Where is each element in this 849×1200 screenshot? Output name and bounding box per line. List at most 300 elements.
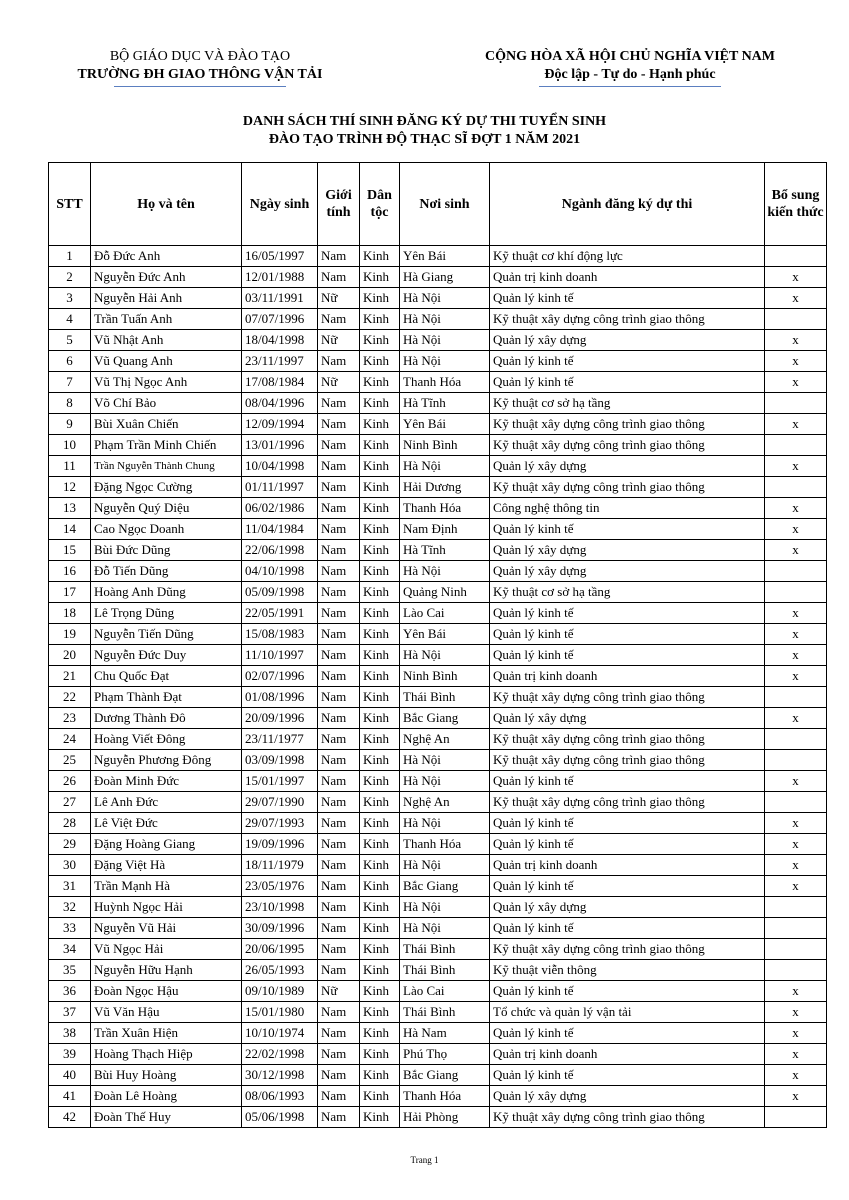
cell-birthplace: Hà Nội	[400, 351, 490, 372]
col-header-dob: Ngày sinh	[242, 163, 318, 246]
republic-name: CỘNG HÒA XÃ HỘI CHỦ NGHĨA VIỆT NAM	[484, 49, 775, 64]
cell-birthplace: Thanh Hóa	[400, 834, 490, 855]
cell-major: Công nghệ thông tin	[490, 498, 765, 519]
cell-supplement: x	[765, 1086, 827, 1107]
cell-gender: Nữ	[318, 981, 360, 1002]
cell-birthplace: Thái Bình	[400, 687, 490, 708]
cell-name: Phạm Trần Minh Chiến	[91, 435, 242, 456]
table-row	[49, 708, 827, 729]
cell-ethnicity: Kinh	[360, 288, 400, 309]
cell-name: Bùi Huy Hoàng	[91, 1065, 242, 1086]
cell-name: Vũ Thị Ngọc Anh	[91, 372, 242, 393]
title-line-2: ĐÀO TẠO TRÌNH ĐỘ THẠC SĨ ĐỢT 1 NĂM 2021	[268, 132, 581, 147]
cell-birthplace: Thái Bình	[400, 939, 490, 960]
cell-supplement	[765, 729, 827, 750]
cell-supplement: x	[765, 813, 827, 834]
table-header-row	[49, 163, 827, 246]
cell-gender: Nam	[318, 351, 360, 372]
cell-ethnicity: Kinh	[360, 1107, 400, 1128]
cell-major: Quản lý xây dựng	[490, 330, 765, 351]
cell-supplement	[765, 939, 827, 960]
cell-supplement: x	[765, 456, 827, 477]
cell-ethnicity: Kinh	[360, 960, 400, 981]
cell-gender: Nam	[318, 1023, 360, 1044]
candidate-table	[48, 162, 827, 1128]
cell-birthplace: Hà Giang	[400, 267, 490, 288]
cell-ethnicity: Kinh	[360, 897, 400, 918]
cell-ethnicity: Kinh	[360, 351, 400, 372]
cell-gender: Nam	[318, 435, 360, 456]
cell-stt: 20	[49, 645, 91, 666]
cell-major: Quản lý kinh tế	[490, 876, 765, 897]
cell-major: Kỹ thuật xây dựng công trình giao thông	[490, 687, 765, 708]
cell-gender: Nam	[318, 708, 360, 729]
cell-birthplace: Hà Nội	[400, 897, 490, 918]
cell-supplement: x	[765, 519, 827, 540]
cell-major: Kỹ thuật cơ sở hạ tầng	[490, 582, 765, 603]
cell-supplement	[765, 792, 827, 813]
cell-stt: 18	[49, 603, 91, 624]
cell-name: Trần Tuấn Anh	[91, 309, 242, 330]
cell-stt: 19	[49, 624, 91, 645]
cell-dob: 07/07/1996	[242, 309, 318, 330]
cell-ethnicity: Kinh	[360, 309, 400, 330]
cell-dob: 04/10/1998	[242, 561, 318, 582]
cell-dob: 03/11/1991	[242, 288, 318, 309]
cell-dob: 08/04/1996	[242, 393, 318, 414]
table-row	[49, 645, 827, 666]
cell-gender: Nam	[318, 645, 360, 666]
cell-gender: Nam	[318, 897, 360, 918]
cell-name: Nguyễn Phương Đông	[91, 750, 242, 771]
cell-major: Quản lý kinh tế	[490, 918, 765, 939]
cell-dob: 11/04/1984	[242, 519, 318, 540]
cell-supplement: x	[765, 645, 827, 666]
cell-supplement	[765, 582, 827, 603]
cell-birthplace: Lào Cai	[400, 981, 490, 1002]
cell-ethnicity: Kinh	[360, 519, 400, 540]
cell-birthplace: Hà Nội	[400, 855, 490, 876]
cell-gender: Nam	[318, 393, 360, 414]
cell-dob: 01/11/1997	[242, 477, 318, 498]
cell-gender: Nam	[318, 519, 360, 540]
cell-major: Quản lý kinh tế	[490, 603, 765, 624]
cell-gender: Nam	[318, 876, 360, 897]
cell-birthplace: Hà Nội	[400, 288, 490, 309]
cell-major: Quản lý kinh tế	[490, 813, 765, 834]
cell-ethnicity: Kinh	[360, 477, 400, 498]
cell-gender: Nam	[318, 561, 360, 582]
cell-major: Kỹ thuật xây dựng công trình giao thông	[490, 750, 765, 771]
cell-stt: 23	[49, 708, 91, 729]
cell-name: Đặng Hoàng Giang	[91, 834, 242, 855]
cell-ethnicity: Kinh	[360, 582, 400, 603]
cell-name: Nguyễn Quý Diệu	[91, 498, 242, 519]
cell-dob: 17/08/1984	[242, 372, 318, 393]
cell-name: Đoàn Thế Huy	[91, 1107, 242, 1128]
cell-stt: 26	[49, 771, 91, 792]
cell-ethnicity: Kinh	[360, 372, 400, 393]
cell-major: Kỹ thuật xây dựng công trình giao thông	[490, 1107, 765, 1128]
cell-supplement: x	[765, 855, 827, 876]
cell-stt: 7	[49, 372, 91, 393]
cell-birthplace: Hà Nội	[400, 771, 490, 792]
cell-dob: 11/10/1997	[242, 645, 318, 666]
col-header-ethnicity: Dân tộc	[360, 163, 400, 246]
cell-supplement	[765, 561, 827, 582]
cell-name: Võ Chí Bảo	[91, 393, 242, 414]
cell-ethnicity: Kinh	[360, 624, 400, 645]
cell-dob: 18/11/1979	[242, 855, 318, 876]
cell-ethnicity: Kinh	[360, 1086, 400, 1107]
cell-stt: 16	[49, 561, 91, 582]
cell-gender: Nam	[318, 603, 360, 624]
cell-birthplace: Ninh Bình	[400, 435, 490, 456]
cell-ethnicity: Kinh	[360, 729, 400, 750]
cell-supplement: x	[765, 666, 827, 687]
ministry-name: BỘ GIÁO DỤC VÀ ĐÀO TẠO	[109, 49, 291, 64]
cell-birthplace: Thái Bình	[400, 960, 490, 981]
cell-stt: 36	[49, 981, 91, 1002]
cell-ethnicity: Kinh	[360, 561, 400, 582]
cell-dob: 30/09/1996	[242, 918, 318, 939]
cell-birthplace: Hà Nội	[400, 918, 490, 939]
cell-ethnicity: Kinh	[360, 918, 400, 939]
cell-dob: 23/10/1998	[242, 897, 318, 918]
cell-gender: Nam	[318, 960, 360, 981]
cell-ethnicity: Kinh	[360, 456, 400, 477]
table-row	[49, 939, 827, 960]
cell-gender: Nam	[318, 477, 360, 498]
cell-stt: 38	[49, 1023, 91, 1044]
cell-ethnicity: Kinh	[360, 687, 400, 708]
cell-supplement: x	[765, 498, 827, 519]
cell-ethnicity: Kinh	[360, 393, 400, 414]
cell-ethnicity: Kinh	[360, 876, 400, 897]
cell-name: Dương Thành Đô	[91, 708, 242, 729]
col-header-stt: STT	[49, 163, 91, 246]
cell-dob: 05/09/1998	[242, 582, 318, 603]
cell-stt: 15	[49, 540, 91, 561]
header-underline	[114, 86, 286, 87]
cell-stt: 8	[49, 393, 91, 414]
cell-stt: 21	[49, 666, 91, 687]
cell-stt: 31	[49, 876, 91, 897]
cell-gender: Nam	[318, 1107, 360, 1128]
cell-major: Quản lý kinh tế	[490, 645, 765, 666]
cell-major: Quản trị kinh doanh	[490, 1044, 765, 1065]
table-row	[49, 414, 827, 435]
cell-major: Quản lý kinh tế	[490, 834, 765, 855]
cell-birthplace: Hải Dương	[400, 477, 490, 498]
cell-supplement: x	[765, 981, 827, 1002]
cell-name: Vũ Ngọc Hải	[91, 939, 242, 960]
cell-name: Vũ Văn Hậu	[91, 1002, 242, 1023]
cell-supplement: x	[765, 330, 827, 351]
cell-gender: Nam	[318, 855, 360, 876]
cell-birthplace: Nam Định	[400, 519, 490, 540]
cell-birthplace: Hà Nam	[400, 1023, 490, 1044]
cell-name: Hoàng Thạch Hiệp	[91, 1044, 242, 1065]
cell-supplement: x	[765, 771, 827, 792]
cell-supplement: x	[765, 834, 827, 855]
table-row	[49, 477, 827, 498]
cell-ethnicity: Kinh	[360, 645, 400, 666]
cell-birthplace: Bắc Giang	[400, 1065, 490, 1086]
cell-dob: 20/09/1996	[242, 708, 318, 729]
table-row	[49, 1023, 827, 1044]
cell-name: Lê Anh Đức	[91, 792, 242, 813]
cell-stt: 5	[49, 330, 91, 351]
cell-major: Quản lý xây dựng	[490, 456, 765, 477]
cell-name: Đặng Ngọc Cường	[91, 477, 242, 498]
cell-gender: Nam	[318, 1044, 360, 1065]
cell-stt: 37	[49, 1002, 91, 1023]
cell-dob: 19/09/1996	[242, 834, 318, 855]
cell-major: Quản lý kinh tế	[490, 351, 765, 372]
cell-gender: Nam	[318, 456, 360, 477]
cell-major: Quản lý xây dựng	[490, 897, 765, 918]
cell-stt: 14	[49, 519, 91, 540]
page-number: Trang 1	[410, 1155, 439, 1165]
cell-dob: 12/01/1988	[242, 267, 318, 288]
cell-supplement	[765, 309, 827, 330]
cell-stt: 12	[49, 477, 91, 498]
cell-name: Nguyễn Hữu Hạnh	[91, 960, 242, 981]
cell-birthplace: Thanh Hóa	[400, 1086, 490, 1107]
cell-stt: 42	[49, 1107, 91, 1128]
table-row	[49, 393, 827, 414]
table-row	[49, 435, 827, 456]
cell-gender: Nam	[318, 267, 360, 288]
cell-ethnicity: Kinh	[360, 792, 400, 813]
cell-birthplace: Hà Nội	[400, 750, 490, 771]
cell-dob: 29/07/1990	[242, 792, 318, 813]
cell-ethnicity: Kinh	[360, 834, 400, 855]
cell-dob: 22/02/1998	[242, 1044, 318, 1065]
table-row	[49, 456, 827, 477]
cell-stt: 24	[49, 729, 91, 750]
cell-stt: 17	[49, 582, 91, 603]
table-row	[49, 246, 827, 267]
cell-ethnicity: Kinh	[360, 246, 400, 267]
table-row	[49, 1065, 827, 1086]
table-row	[49, 981, 827, 1002]
cell-major: Kỹ thuật cơ khí động lực	[490, 246, 765, 267]
cell-gender: Nữ	[318, 372, 360, 393]
cell-major: Kỹ thuật xây dựng công trình giao thông	[490, 414, 765, 435]
cell-major: Quản trị kinh doanh	[490, 267, 765, 288]
cell-dob: 23/05/1976	[242, 876, 318, 897]
cell-dob: 05/06/1998	[242, 1107, 318, 1128]
cell-name: Đoàn Minh Đức	[91, 771, 242, 792]
cell-ethnicity: Kinh	[360, 1044, 400, 1065]
cell-name: Đoàn Lê Hoàng	[91, 1086, 242, 1107]
col-header-major: Ngành đăng ký dự thi	[490, 163, 765, 246]
cell-name: Nguyễn Tiến Dũng	[91, 624, 242, 645]
university-name: TRƯỜNG ĐH GIAO THÔNG VẬN TẢI	[77, 67, 323, 82]
cell-ethnicity: Kinh	[360, 855, 400, 876]
cell-gender: Nam	[318, 771, 360, 792]
cell-birthplace: Thanh Hóa	[400, 498, 490, 519]
cell-stt: 1	[49, 246, 91, 267]
cell-supplement	[765, 1107, 827, 1128]
cell-stt: 9	[49, 414, 91, 435]
cell-stt: 6	[49, 351, 91, 372]
table-row	[49, 498, 827, 519]
table-row	[49, 750, 827, 771]
cell-birthplace: Hà Tĩnh	[400, 393, 490, 414]
cell-name: Vũ Quang Anh	[91, 351, 242, 372]
cell-dob: 22/05/1991	[242, 603, 318, 624]
cell-birthplace: Hà Nội	[400, 456, 490, 477]
cell-dob: 20/06/1995	[242, 939, 318, 960]
cell-name: Đặng Việt Hà	[91, 855, 242, 876]
cell-ethnicity: Kinh	[360, 771, 400, 792]
cell-major: Quản lý kinh tế	[490, 1065, 765, 1086]
cell-gender: Nam	[318, 1086, 360, 1107]
table-row	[49, 267, 827, 288]
cell-dob: 23/11/1997	[242, 351, 318, 372]
cell-major: Kỹ thuật viễn thông	[490, 960, 765, 981]
cell-gender: Nam	[318, 729, 360, 750]
cell-ethnicity: Kinh	[360, 540, 400, 561]
cell-supplement	[765, 918, 827, 939]
cell-ethnicity: Kinh	[360, 939, 400, 960]
cell-supplement: x	[765, 1002, 827, 1023]
cell-dob: 16/05/1997	[242, 246, 318, 267]
cell-gender: Nam	[318, 750, 360, 771]
cell-ethnicity: Kinh	[360, 750, 400, 771]
cell-stt: 13	[49, 498, 91, 519]
cell-birthplace: Nghệ An	[400, 729, 490, 750]
table-row	[49, 603, 827, 624]
motto-underline	[539, 86, 721, 87]
cell-name: Lê Việt Đức	[91, 813, 242, 834]
cell-birthplace: Hà Nội	[400, 330, 490, 351]
cell-birthplace: Nghệ An	[400, 792, 490, 813]
cell-stt: 33	[49, 918, 91, 939]
cell-stt: 30	[49, 855, 91, 876]
cell-birthplace: Hà Nội	[400, 645, 490, 666]
cell-name: Đỗ Đức Anh	[91, 246, 242, 267]
cell-name: Lê Trọng Dũng	[91, 603, 242, 624]
title-line-1: DANH SÁCH THÍ SINH ĐĂNG KÝ DỰ THI TUYỂN SINH	[242, 114, 607, 129]
table-row	[49, 834, 827, 855]
cell-dob: 10/10/1974	[242, 1023, 318, 1044]
cell-ethnicity: Kinh	[360, 1002, 400, 1023]
cell-stt: 32	[49, 897, 91, 918]
cell-ethnicity: Kinh	[360, 1065, 400, 1086]
cell-name: Hoàng Anh Dũng	[91, 582, 242, 603]
table-row	[49, 897, 827, 918]
cell-major: Kỹ thuật cơ sở hạ tầng	[490, 393, 765, 414]
cell-stt: 22	[49, 687, 91, 708]
table-row	[49, 351, 827, 372]
cell-ethnicity: Kinh	[360, 267, 400, 288]
cell-major: Quản lý kinh tế	[490, 288, 765, 309]
table-row	[49, 960, 827, 981]
cell-birthplace: Yên Bái	[400, 414, 490, 435]
cell-major: Quản lý xây dựng	[490, 540, 765, 561]
table-row	[49, 372, 827, 393]
cell-gender: Nam	[318, 834, 360, 855]
cell-ethnicity: Kinh	[360, 435, 400, 456]
table-row	[49, 1044, 827, 1065]
cell-stt: 11	[49, 456, 91, 477]
cell-dob: 08/06/1993	[242, 1086, 318, 1107]
cell-dob: 06/02/1986	[242, 498, 318, 519]
table-row	[49, 309, 827, 330]
cell-stt: 34	[49, 939, 91, 960]
cell-dob: 18/04/1998	[242, 330, 318, 351]
cell-supplement	[765, 477, 827, 498]
cell-supplement: x	[765, 1044, 827, 1065]
cell-name: Nguyễn Vũ Hải	[91, 918, 242, 939]
cell-birthplace: Hà Nội	[400, 309, 490, 330]
cell-dob: 09/10/1989	[242, 981, 318, 1002]
cell-birthplace: Ninh Bình	[400, 666, 490, 687]
cell-birthplace: Bắc Giang	[400, 876, 490, 897]
cell-supplement: x	[765, 351, 827, 372]
cell-birthplace: Hà Nội	[400, 813, 490, 834]
cell-ethnicity: Kinh	[360, 666, 400, 687]
cell-ethnicity: Kinh	[360, 981, 400, 1002]
cell-birthplace: Yên Bái	[400, 624, 490, 645]
cell-dob: 15/08/1983	[242, 624, 318, 645]
cell-name: Đỗ Tiến Dũng	[91, 561, 242, 582]
cell-name: Nguyễn Hải Anh	[91, 288, 242, 309]
cell-gender: Nam	[318, 624, 360, 645]
cell-supplement: x	[765, 876, 827, 897]
cell-major: Kỹ thuật xây dựng công trình giao thông	[490, 729, 765, 750]
cell-gender: Nữ	[318, 288, 360, 309]
table-row	[49, 855, 827, 876]
cell-stt: 27	[49, 792, 91, 813]
table-body	[49, 246, 827, 1128]
cell-supplement: x	[765, 414, 827, 435]
cell-birthplace: Bắc Giang	[400, 708, 490, 729]
cell-name: Nguyễn Đức Duy	[91, 645, 242, 666]
cell-ethnicity: Kinh	[360, 414, 400, 435]
cell-birthplace: Thanh Hóa	[400, 372, 490, 393]
cell-major: Kỹ thuật xây dựng công trình giao thông	[490, 939, 765, 960]
cell-major: Kỹ thuật xây dựng công trình giao thông	[490, 792, 765, 813]
cell-supplement	[765, 246, 827, 267]
cell-dob: 10/04/1998	[242, 456, 318, 477]
table-row	[49, 1002, 827, 1023]
cell-supplement: x	[765, 1065, 827, 1086]
national-header	[440, 48, 820, 87]
cell-ethnicity: Kinh	[360, 708, 400, 729]
table-row	[49, 624, 827, 645]
col-header-birthplace: Nơi sinh	[400, 163, 490, 246]
cell-name: Trần Xuân Hiện	[91, 1023, 242, 1044]
cell-supplement	[765, 750, 827, 771]
cell-major: Quản lý kinh tế	[490, 1023, 765, 1044]
cell-gender: Nam	[318, 1065, 360, 1086]
table-row	[49, 792, 827, 813]
table-row	[49, 876, 827, 897]
col-header-supplement: Bổ sung kiến thức	[765, 163, 827, 246]
cell-dob: 02/07/1996	[242, 666, 318, 687]
cell-supplement: x	[765, 708, 827, 729]
cell-supplement: x	[765, 603, 827, 624]
cell-gender: Nam	[318, 813, 360, 834]
cell-dob: 26/05/1993	[242, 960, 318, 981]
cell-gender: Nam	[318, 939, 360, 960]
table-row	[49, 330, 827, 351]
